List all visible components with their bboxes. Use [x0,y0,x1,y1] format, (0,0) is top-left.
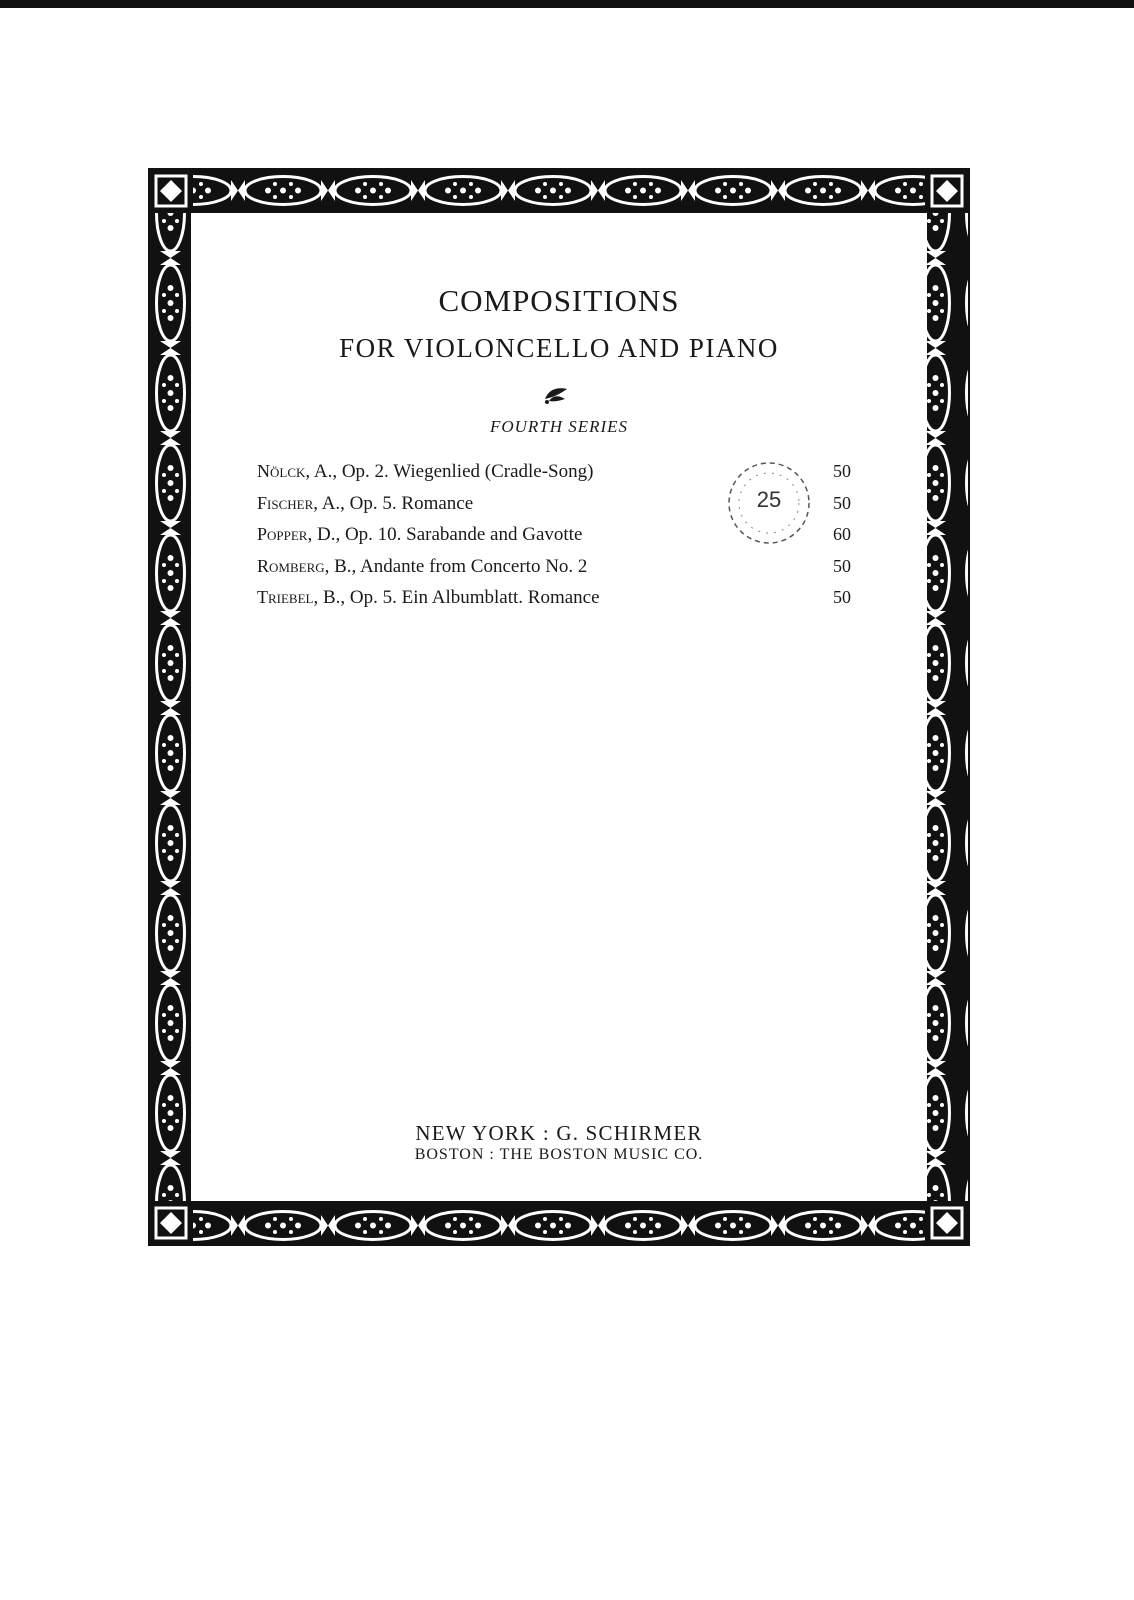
work-price: 50 [833,555,851,576]
series-label: FOURTH SERIES [489,417,629,436]
top-edge-rule [0,0,1134,8]
work-details: , B., Op. 5. Ein Albumblatt. Romance [313,587,600,608]
composer-name: Fischer [257,492,314,513]
work-price: 60 [833,524,851,544]
work-details: , B., Andante from Concerto No. 2 [324,555,588,577]
price-stamp [721,455,817,551]
list-item [257,556,857,588]
composer-name: Popper [257,524,308,544]
stamp-value: 25 [756,487,782,512]
work-details: , A., Op. 2. Wiegenlied (Cradle-Song) [305,461,594,482]
page-title: COMPOSITIONS [438,283,680,318]
work-price: 50 [833,461,851,481]
composer-name: Romberg [257,555,325,576]
work-details: , A., Op. 5. Romance [313,492,474,514]
title-panel [191,213,927,1201]
publisher-imprint [191,1121,927,1164]
list-item [257,587,857,619]
imprint-line-2: BOSTON : THE BOSTON MUSIC CO. [414,1146,704,1163]
leaf-ornament-icon [541,383,571,405]
work-price: 50 [833,492,851,513]
work-details: , D., Op. 10. Sarabande and Gavotte [307,524,583,545]
composer-name: Triebel [257,587,314,607]
decorative-frame [148,168,970,1246]
composer-name: Nölck [257,461,306,481]
work-price: 50 [833,587,851,607]
page-subtitle: FOR VIOLONCELLO AND PIANO [339,333,779,363]
imprint-line-1: NEW YORK : G. SCHIRMER [415,1121,703,1145]
